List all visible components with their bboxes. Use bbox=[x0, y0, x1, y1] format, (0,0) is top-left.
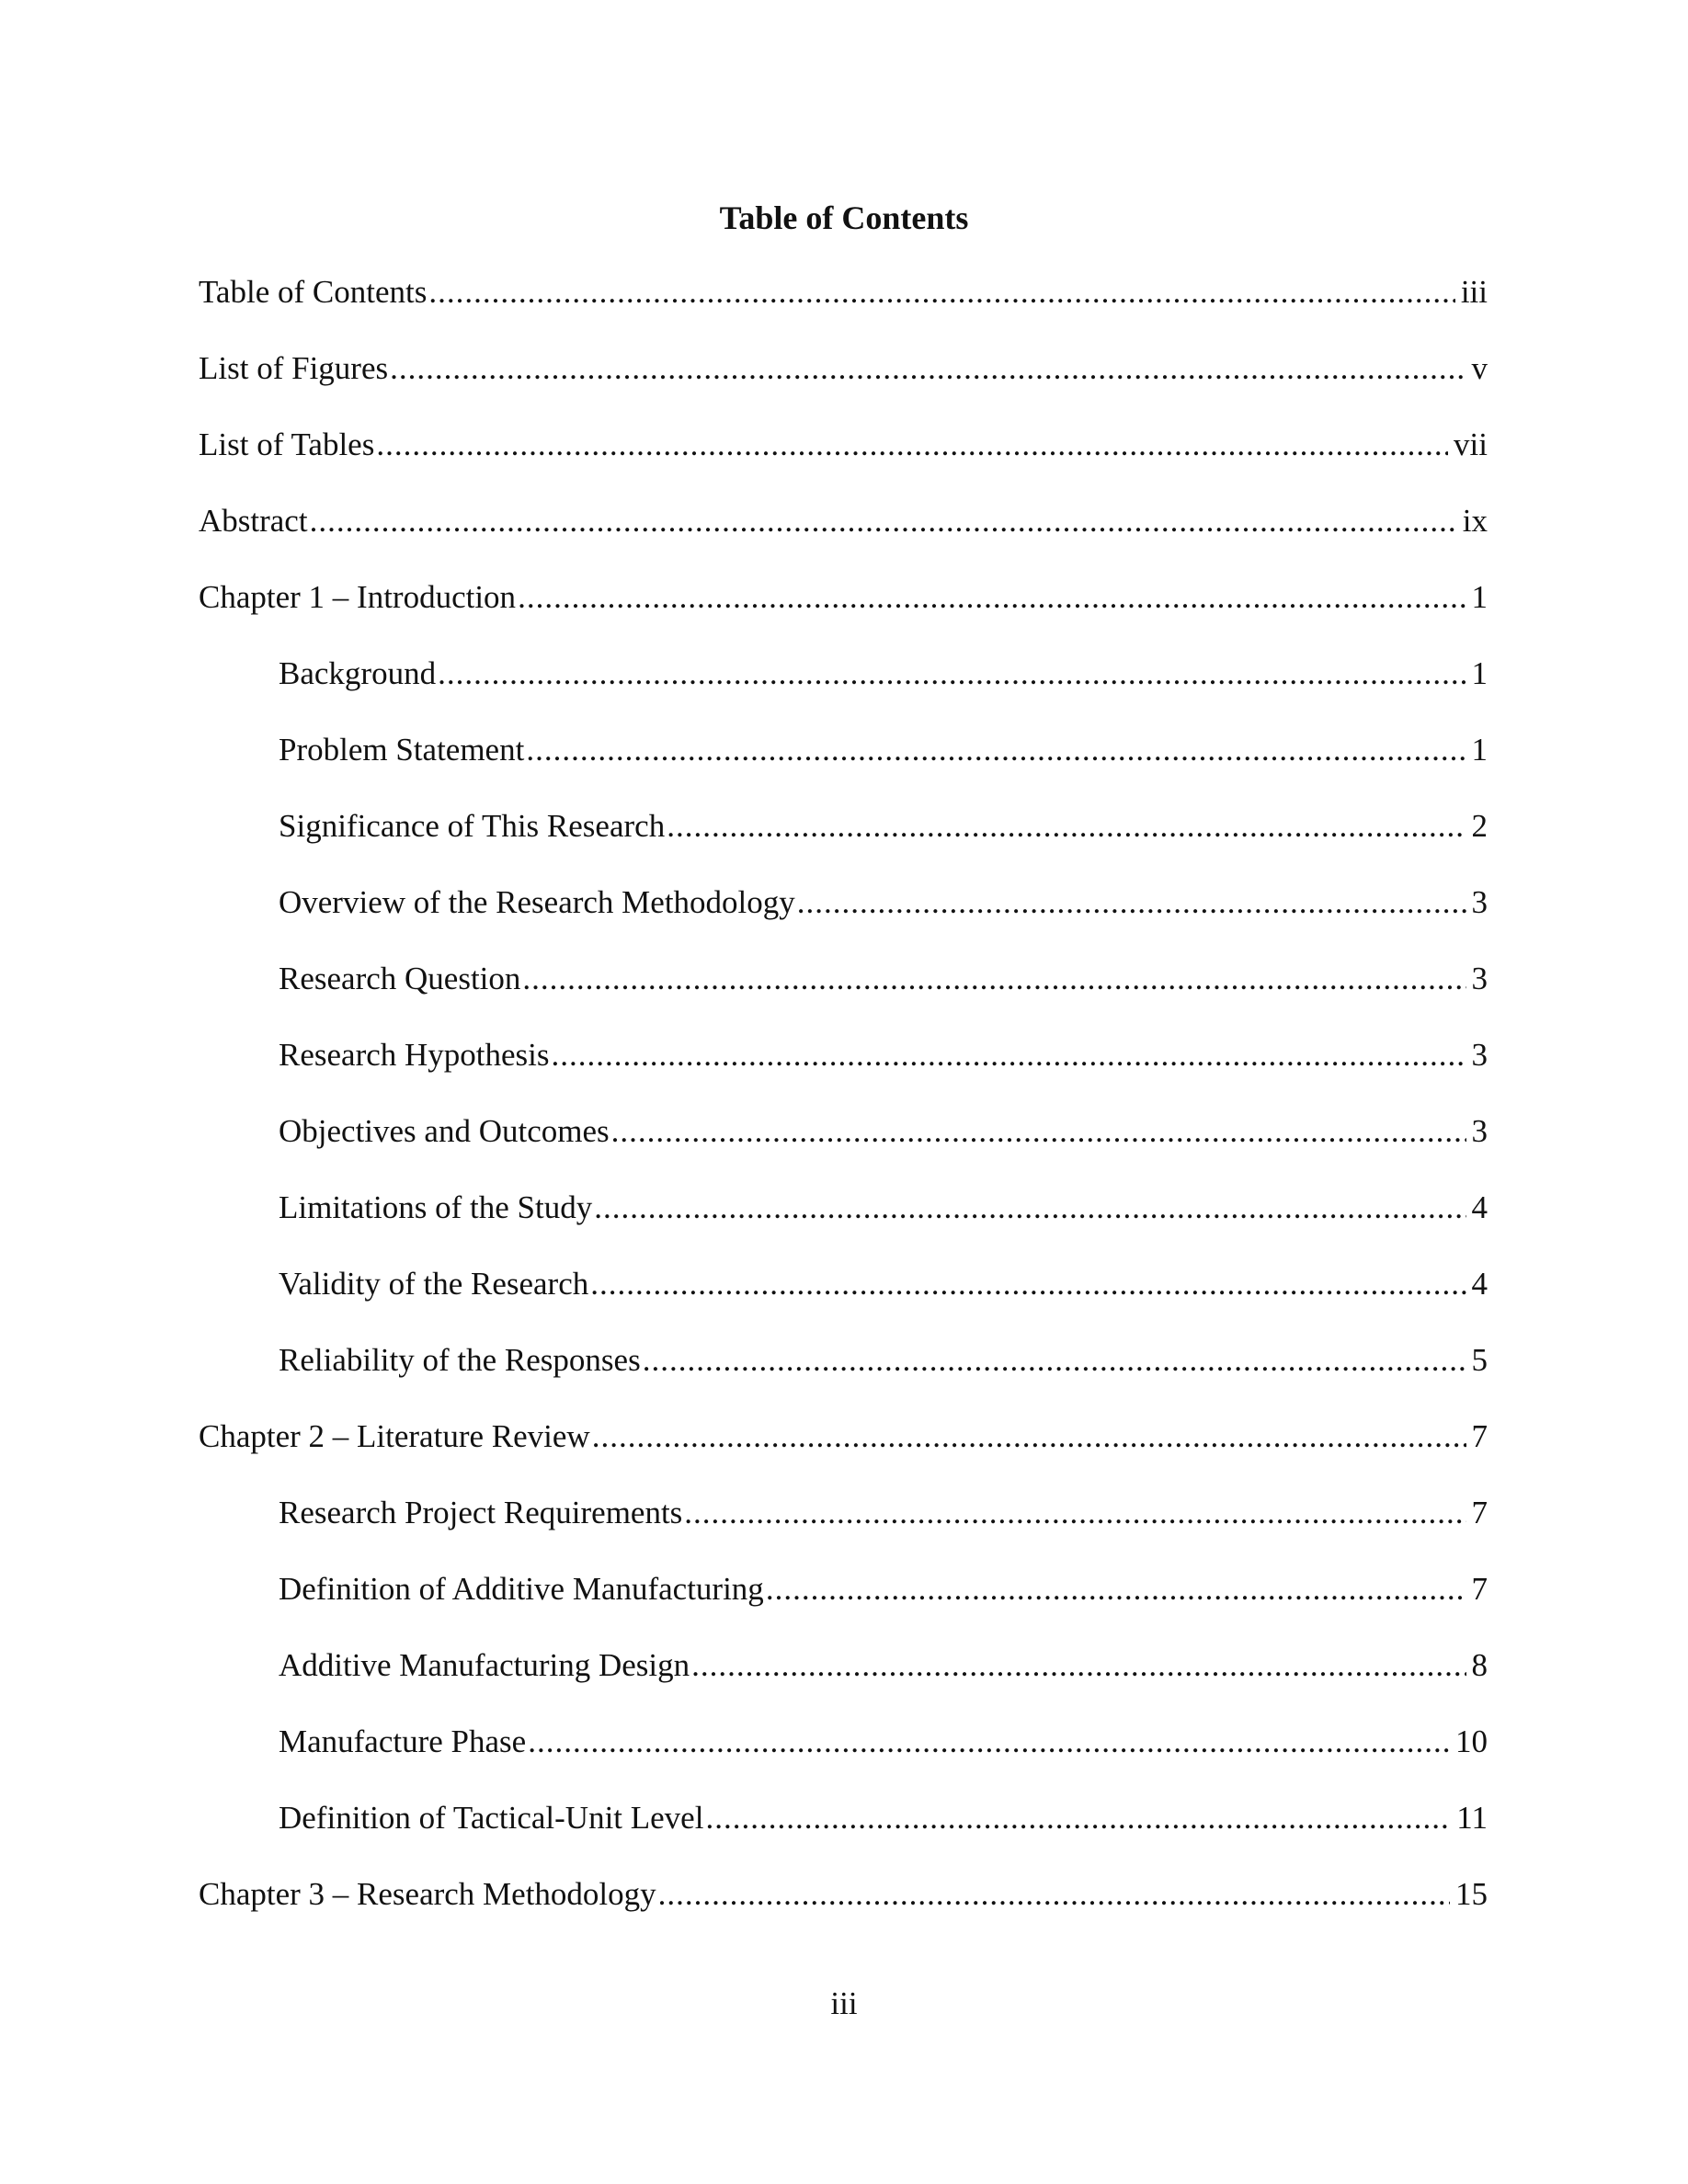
toc-section-entry[interactable] bbox=[199, 1569, 1488, 1645]
dot-leader bbox=[518, 577, 1466, 618]
toc-entry-page-number: 7 bbox=[1471, 1571, 1488, 1607]
dot-leader bbox=[705, 1798, 1451, 1838]
toc-entry[interactable] bbox=[199, 1874, 1488, 1951]
dot-leader bbox=[643, 1340, 1466, 1381]
dot-leader bbox=[592, 1416, 1466, 1457]
toc-entry-title: Limitations of the Study bbox=[279, 1189, 593, 1225]
toc-entry-page-number: 2 bbox=[1471, 808, 1488, 844]
toc-entry[interactable] bbox=[199, 1416, 1488, 1493]
toc-entry-page-number: 7 bbox=[1471, 1495, 1488, 1530]
toc-entry-title: Research Project Requirements bbox=[279, 1495, 683, 1530]
toc-entry-title: Research Question bbox=[279, 961, 521, 996]
toc-section-entry[interactable] bbox=[199, 1111, 1488, 1188]
toc-section-entry[interactable] bbox=[199, 1645, 1488, 1722]
toc-entry-title: Definition of Additive Manufacturing bbox=[279, 1571, 764, 1607]
toc-entry-title: Background bbox=[279, 655, 437, 691]
toc-entry-title: Reliability of the Responses bbox=[279, 1342, 641, 1378]
dot-leader bbox=[590, 1264, 1466, 1304]
dot-leader bbox=[528, 1722, 1450, 1762]
toc-entry-title: Chapter 2 – Literature Review bbox=[199, 1418, 590, 1454]
toc-entry-page-number: 8 bbox=[1471, 1647, 1488, 1683]
dot-leader bbox=[766, 1569, 1466, 1610]
toc-entry-page-number: 15 bbox=[1455, 1876, 1488, 1912]
toc-entry-title: List of Tables bbox=[199, 427, 375, 462]
toc-entry-title: List of Figures bbox=[199, 350, 389, 386]
toc-entry-page-number: 11 bbox=[1456, 1800, 1488, 1836]
toc-entry-page-number: vii bbox=[1454, 427, 1488, 462]
toc-entry-title: Additive Manufacturing Design bbox=[279, 1647, 690, 1683]
dot-leader bbox=[376, 425, 1448, 465]
toc-section-entry[interactable] bbox=[199, 1188, 1488, 1264]
toc-entry-title: Chapter 1 – Introduction bbox=[199, 579, 517, 615]
toc-section-entry[interactable] bbox=[199, 730, 1488, 806]
table-of-contents bbox=[199, 272, 1488, 1951]
dot-leader bbox=[310, 501, 1457, 541]
dot-leader bbox=[797, 882, 1466, 923]
dot-leader bbox=[684, 1493, 1466, 1533]
toc-section-entry[interactable] bbox=[199, 1264, 1488, 1340]
dot-leader bbox=[594, 1188, 1466, 1228]
toc-entry-title: Abstract bbox=[199, 503, 308, 539]
toc-entry-title: Research Hypothesis bbox=[279, 1037, 550, 1073]
toc-entry-page-number: 1 bbox=[1471, 732, 1488, 768]
toc-entry-title: Chapter 3 – Research Methodology bbox=[199, 1876, 656, 1912]
toc-section-entry[interactable] bbox=[199, 882, 1488, 959]
dot-leader bbox=[552, 1035, 1466, 1075]
dot-leader bbox=[667, 806, 1466, 847]
toc-section-entry[interactable] bbox=[199, 1798, 1488, 1874]
toc-entry-page-number: 5 bbox=[1471, 1342, 1488, 1378]
dot-leader bbox=[611, 1111, 1466, 1152]
toc-section-entry[interactable] bbox=[199, 1340, 1488, 1416]
toc-entry-page-number: ix bbox=[1462, 503, 1488, 539]
toc-entry-page-number: 3 bbox=[1471, 961, 1488, 996]
toc-entry-title: Objectives and Outcomes bbox=[279, 1113, 610, 1149]
toc-entry[interactable] bbox=[199, 348, 1488, 425]
toc-entry-page-number: 1 bbox=[1471, 579, 1488, 615]
toc-section-entry[interactable] bbox=[199, 1722, 1488, 1798]
toc-entry-page-number: 10 bbox=[1455, 1723, 1488, 1759]
toc-entry-page-number: 3 bbox=[1471, 1113, 1488, 1149]
toc-entry-page-number: iii bbox=[1460, 274, 1488, 310]
toc-entry-page-number: 1 bbox=[1471, 655, 1488, 691]
dot-leader bbox=[522, 959, 1466, 999]
dot-leader bbox=[658, 1874, 1450, 1915]
toc-entry-page-number: v bbox=[1471, 350, 1488, 386]
toc-entry-title: Problem Statement bbox=[279, 732, 525, 768]
toc-entry-page-number: 3 bbox=[1471, 1037, 1488, 1073]
page-title: Table of Contents bbox=[719, 199, 969, 236]
dot-leader bbox=[390, 348, 1466, 389]
toc-entry-title: Manufacture Phase bbox=[279, 1723, 527, 1759]
toc-section-entry[interactable] bbox=[199, 959, 1488, 1035]
toc-entry-title: Validity of the Research bbox=[279, 1266, 589, 1302]
dot-leader bbox=[526, 730, 1466, 770]
toc-entry-page-number: 4 bbox=[1471, 1189, 1488, 1225]
toc-section-entry[interactable] bbox=[199, 806, 1488, 882]
toc-section-entry[interactable] bbox=[199, 1493, 1488, 1569]
toc-entry[interactable] bbox=[199, 272, 1488, 348]
toc-entry-title: Significance of This Research bbox=[279, 808, 666, 844]
dot-leader bbox=[438, 654, 1466, 694]
page-number: iii bbox=[830, 1985, 858, 2021]
toc-entry[interactable] bbox=[199, 501, 1488, 577]
dot-leader bbox=[691, 1645, 1466, 1686]
toc-entry-page-number: 7 bbox=[1471, 1418, 1488, 1454]
toc-entry-page-number: 4 bbox=[1471, 1266, 1488, 1302]
toc-section-entry[interactable] bbox=[199, 654, 1488, 730]
toc-entry-page-number: 3 bbox=[1471, 884, 1488, 920]
toc-entry[interactable] bbox=[199, 425, 1488, 501]
toc-entry[interactable] bbox=[199, 577, 1488, 654]
toc-entry-title: Definition of Tactical-Unit Level bbox=[279, 1800, 704, 1836]
toc-entry-title: Table of Contents bbox=[199, 274, 428, 310]
dot-leader bbox=[428, 272, 1454, 313]
toc-entry-title: Overview of the Research Methodology bbox=[279, 884, 795, 920]
toc-section-entry[interactable] bbox=[199, 1035, 1488, 1111]
